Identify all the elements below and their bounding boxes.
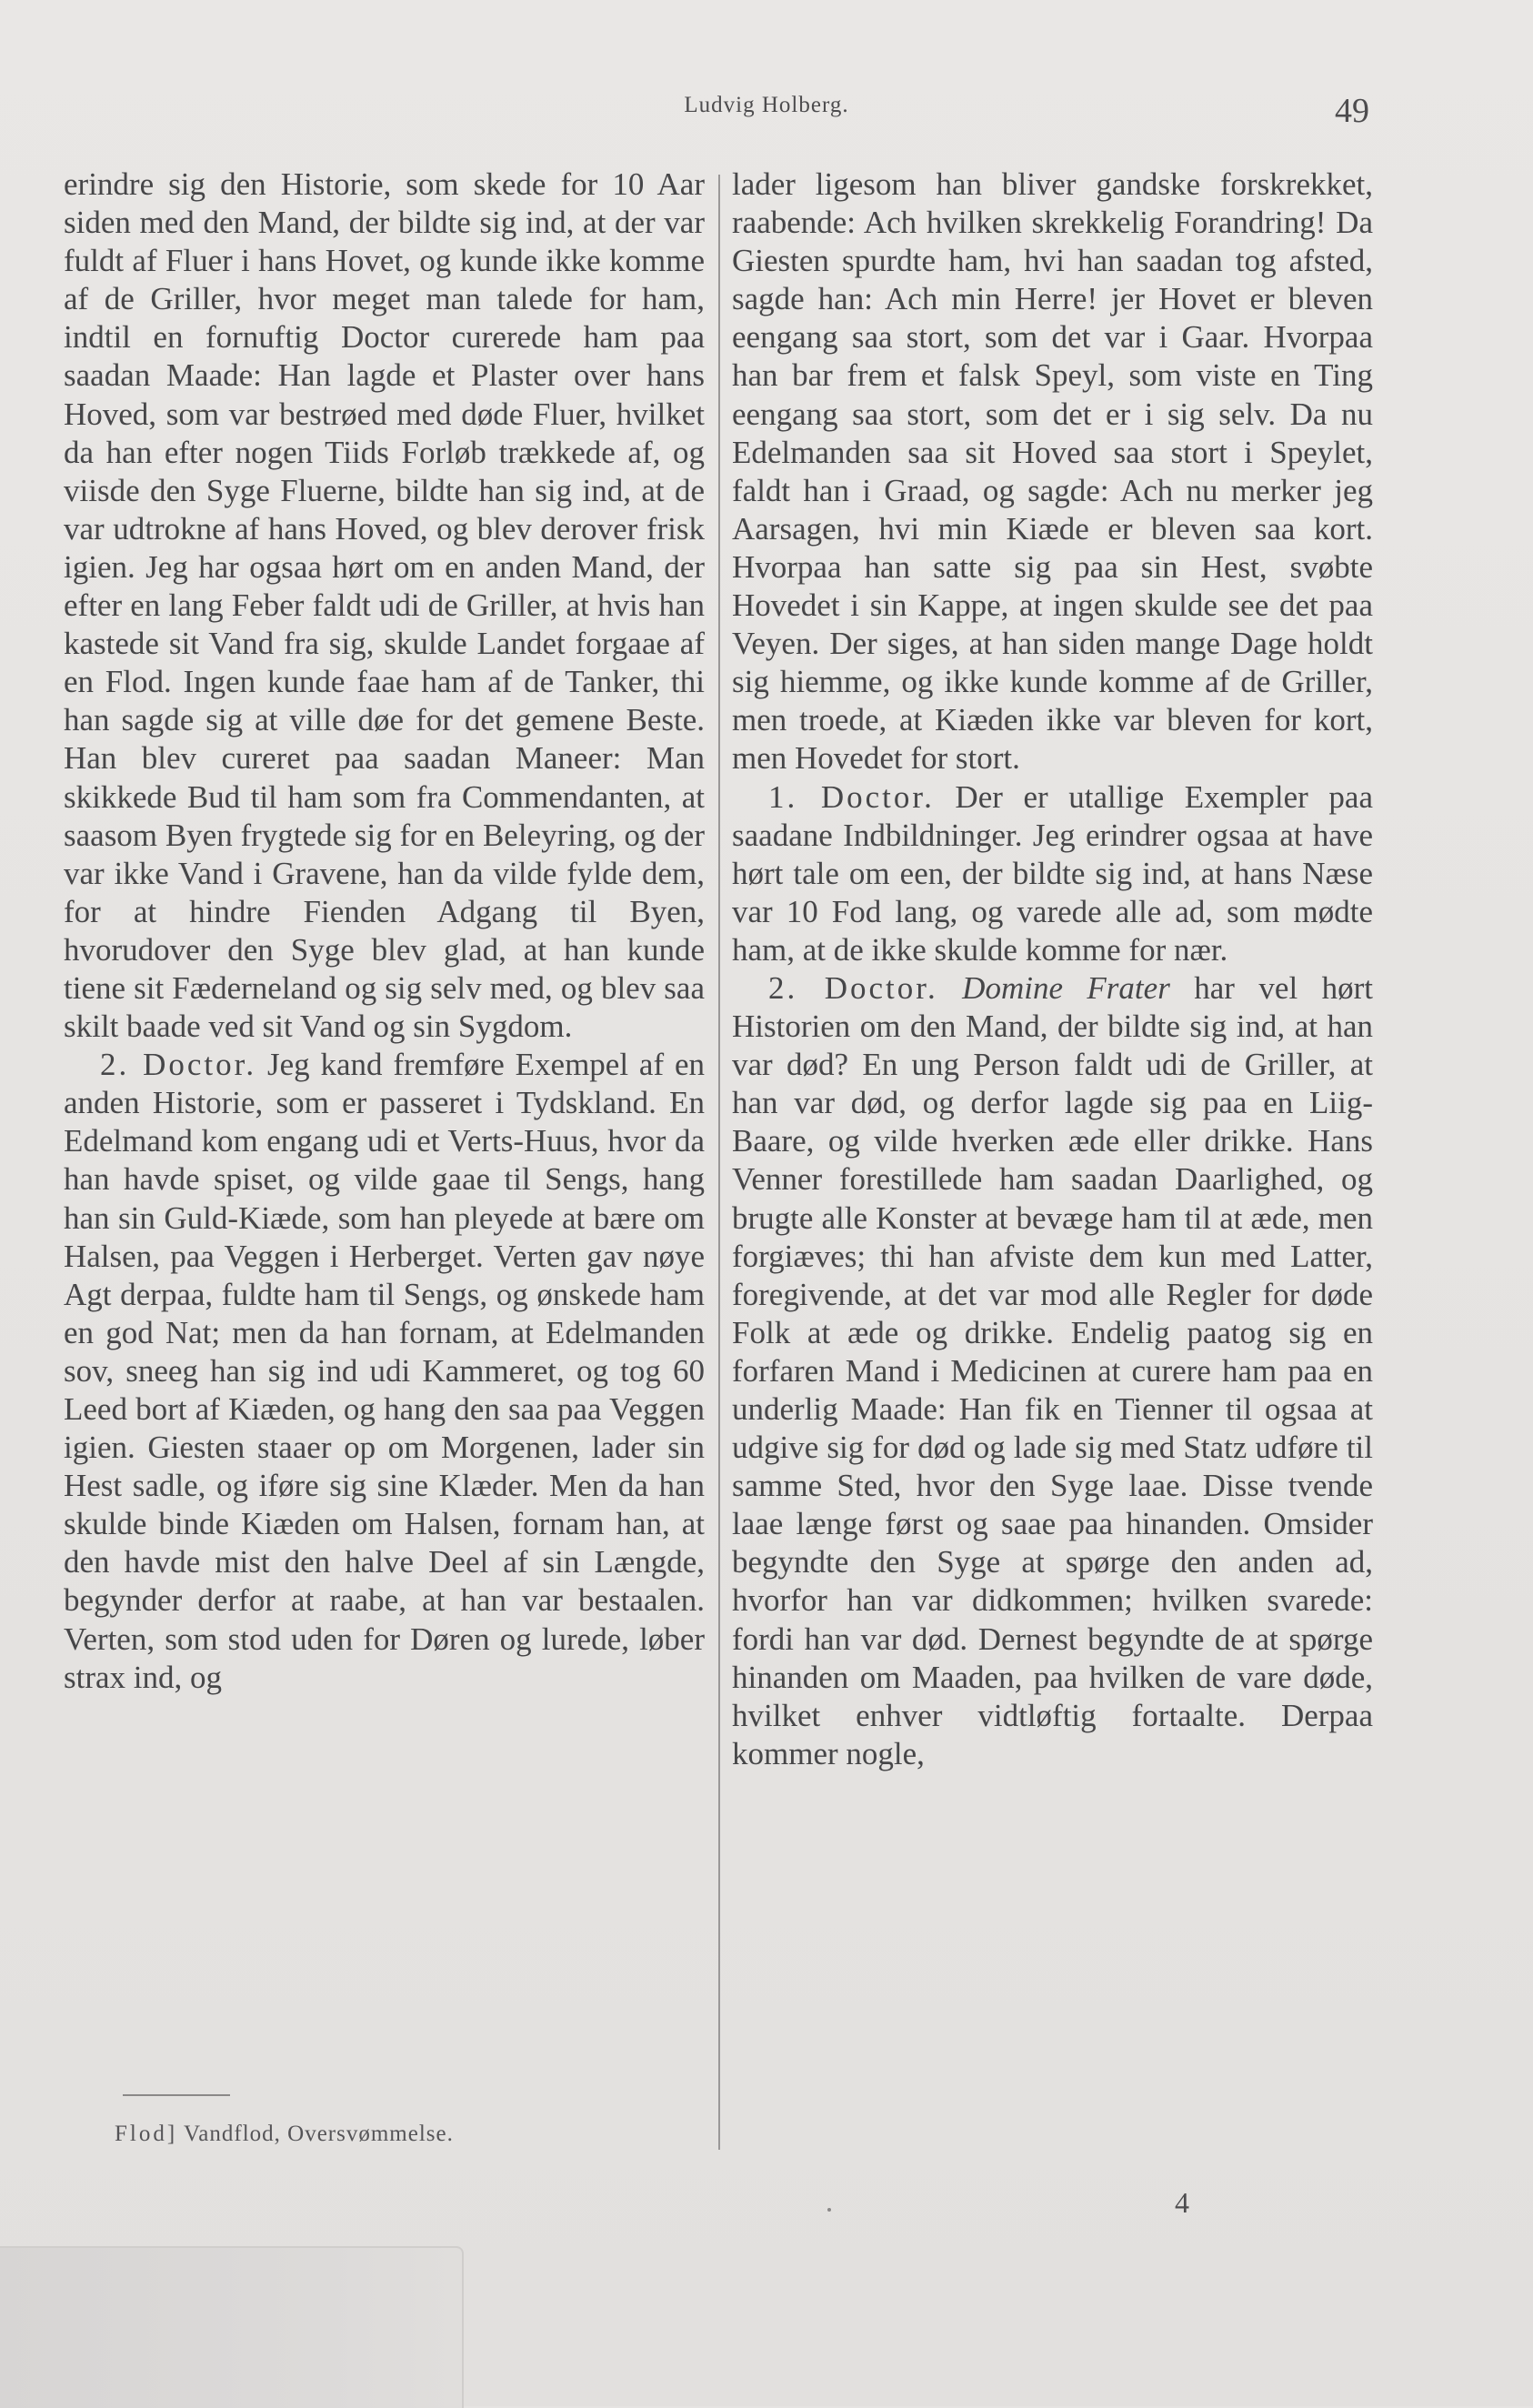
latin-address: Domine Frater [937, 969, 1170, 1006]
running-title: Ludvig Holberg. [684, 93, 849, 117]
print-speck [827, 2208, 831, 2212]
footnote [115, 2122, 454, 2147]
underlying-page-edge [0, 2246, 464, 2408]
speaker-label: 1. Doctor. [768, 778, 935, 815]
paragraph-text: Der er utallige Exempler paa saadane Indbildninger. Jeg erindrer ogsaa at have hørt tale om een, der bildte sig ind, at hans Næse var 10 Fod lang, og varede alle ad, som mødte ham, at de ikke skulde komme for nær. [732, 778, 1373, 968]
column-divider [718, 175, 720, 2150]
signature-mark: 4 [1175, 2186, 1189, 2219]
right-column [732, 166, 1373, 1773]
paragraph-text: Jeg kand fremføre Exempel af en anden Historie, som er passeret i Tydskland. En Edelmand kom engang udi et Verts-Huus, hvor da han havde spiset, og vilde gaae til Sengs, hang han sin Guld-Kiæde, som han pleyede at bære om Halsen, paa Veggen i Herberget. Verten gav nøye Agt derpaa, fuldte ham til Sengs, og ønskede ham en god Nat; men da han fornam, at Edelmanden sov, sneeg han sig ind udi Kammeret, og tog 60 Leed bort af Kiæden, og hang den saa paa Veggen igien. Giesten staaer op om Morgenen, lader sin Hest sadle, og iføre sig sine Klæder. Men da han skulde binde Kiæden om Halsen, fornam han, at den havde mist den halve Deel af sin Længde, begynder derfor at raabe, at han var bestaalen. Verten, som stod uden for Døren og lurede, løber strax ind, og [64, 1047, 705, 1695]
paragraph-text: har vel hørt Historien om den Mand, der bildte sig ind, at han var død? En ung Person faldt udi de Griller, at han var død, og derfor lagde sig paa en Liig-Baare, og vilde hverken æde eller drikke. Hans Venner forestillede ham saadan Daarlighed, og brugte alle Konster at bevæge ham til at æde, men forgiæves; thi han afviste dem kun med Latter, foregivende, at det var mod alle Regler for døde Folk at æde og drikke. Endelig paatog sig en forfaren Mand i Medicinen at curere ham paa en underlig Maade: Han fik en Tienner til ogsaa at udgive sig for død og lade sig med Statz udføre til samme Sted, hvor den Syge laae. Disse tvende laae længe først og saae paa hinanden. Omsider begyndte den Syge at spørge den anden ad, hvorfor han var didkommen; hvilken svarede: fordi han var død. Dernest begyndte de at spørge hinanden om Maaden, paa hvilken de vare døde, hvilket enhver vidtløftig fortaalte. Derpaa kommer nogle, [732, 969, 1373, 1771]
right-paragraph-2 [732, 778, 1373, 969]
speaker-label: 2. Doctor. [100, 1047, 257, 1083]
footnote-rule [123, 2094, 230, 2096]
speaker-label: 2. Doctor. [768, 969, 938, 1006]
left-paragraph-1: erindre sig den Historie, som skede for 10 Aar siden med den Mand, der bildte sig ind, at der var fuldt af Fluer i hans Hovet, og kunde ikke komme af de Griller, hvor meget man talede for ham, indtil en fornuftig Doctor curerede ham paa saadan Maade: Han lagde et Plaster over hans Hoved, som var bestrøed med døde Fluer, hvilket da han efter nogen Tiids Forløb trækkede af, og viisde den Syge Fluerne, bildte han sig ind, at de var udtrokne af hans Hoved, og blev derover frisk igien. Jeg har ogsaa hørt om en anden Mand, der efter en lang Feber faldt udi de Griller, at hvis han kastede sit Vand fra sig, skulde Landet forgaae af en Flod. Ingen kunde faae ham af de Tanker, thi han sagde sig at ville døe for det gemene Beste. Han blev cureret paa saadan Maneer: Man skikkede Bud til ham som fra Commendanten, at saasom Byen frygtede sig for en Beleyring, og der var ikke Vand i Gravene, han da vilde fylde dem, for at hindre Fienden Adgang til Byen, hvorudover den Syge blev glad, at han kunde tiene sit Fæderneland og sig selv med, og blev saa skilt baade ved sit Vand og sin Sygdom. [64, 166, 705, 1045]
right-paragraph-3 [732, 969, 1373, 1773]
left-paragraph-2 [64, 1046, 705, 1697]
page-number: 49 [1335, 92, 1369, 130]
footnote-term: Flod] [115, 2122, 178, 2146]
right-paragraph-1: lader ligesom han bliver gandske forskrekket, raabende: Ach hvilken skrekkelig Forandring! Da Giesten spurdte ham, hvi han saadan tog afsted, sagde han: Ach min Herre! jer Hovet er bleven eengang saa stort, som det var i Gaar. Hvorpaa han bar frem et falsk Speyl, som viste en Ting eengang saa stort, som det er i sig selv. Da nu Edelmanden saa sit Hoved saa stort i Speylet, faldt han i Graad, og sagde: Ach nu merker jeg Aarsagen, hvi min Kiæde er bleven saa kort. Hvorpaa han satte sig paa sin Hest, svøbte Hovedet i sin Kappe, at ingen skulde see det paa Veyen. Der siges, at han siden mange Dage holdt sig hiemme, og ikke kunde komme af de Griller, men troede, at Kiæden ikke var bleven for kort, men Hovedet for stort. [732, 166, 1373, 777]
left-column [64, 166, 705, 1697]
footnote-definition: Vandflod, Oversvømmelse. [177, 2122, 454, 2146]
